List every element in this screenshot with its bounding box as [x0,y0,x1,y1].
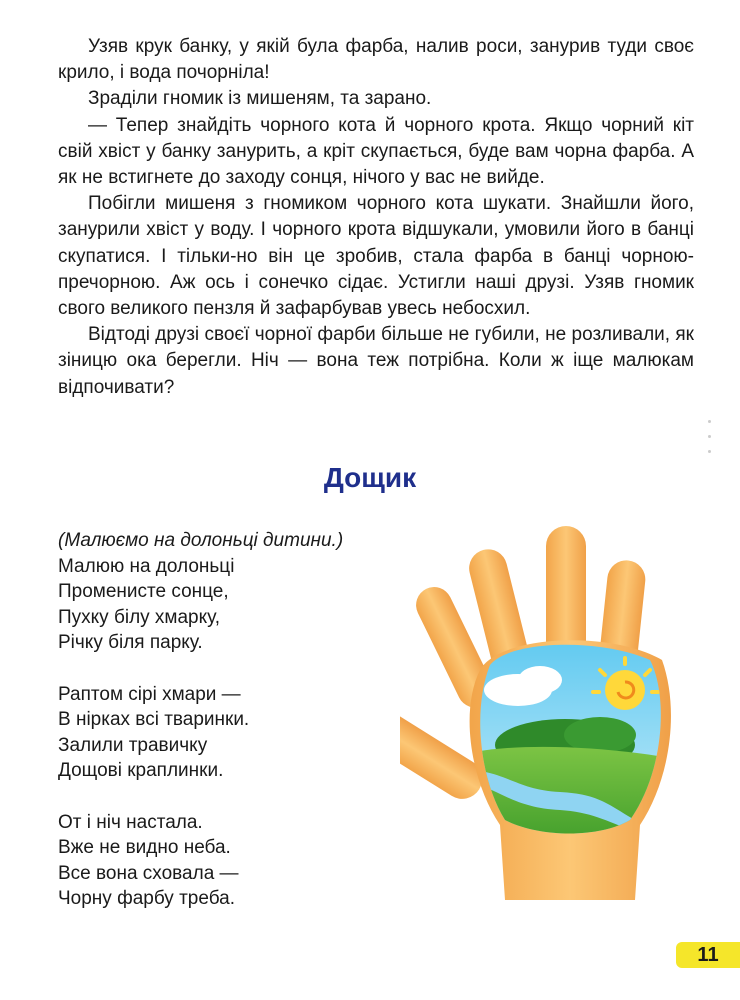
poem-line: Дощові краплинки. [58,760,224,782]
poem-line: Малюю на долоньці [58,555,235,577]
poem-title: Дощик [323,462,417,493]
paragraph: Відтоді друзі своєї чорної фарби більше не губили, не розливали, як зіницю ока берегли. Ніч — вона теж потрібна. Коли ж іще малюкам відпочивати? [58,324,694,398]
poem-subtitle: (Малюємо на долоньці дитини.) [58,530,344,551]
paragraph: Узяв крук банку, у якій була фарба, налив роси, занурив туди своє крило, і вода почорніла! [58,36,694,84]
painted-hand-illustration [400,520,690,900]
paragraph: Зраділи гномик із мишеням, та зарано. [88,88,432,110]
poem-line: В нірках всі тваринки. [58,709,250,731]
poem-line: Чорну фарбу треба. [58,888,235,910]
poem-line: От і ніч настала. [58,811,203,833]
poem-line: Все вона сховала — [58,862,239,884]
poem-line: Залили травичку [58,734,208,756]
poem-line: Раптом сірі хмари — [58,683,241,705]
story-text [58,34,694,401]
poem [58,528,418,912]
paragraph: — Тепер знайдіть чорного кота й чорного крота. Якщо чорний кіт свій хвіст у банку занурить, а кріт скупається, буде вам чорна фарба. А як не встигнете до заходу сонця, нічого у вас не вийде. [58,114,694,189]
poem-line: Променисте сонце, [58,581,229,603]
paragraph: Побігли мишеня з гномиком чорного кота шукати. Знайшли його, занурили хвіст у воду. І чорного крота відшукали, умовили його в банці скупатися. І тільки-но він це зробив, стала фарба в банці чорною-пречорною. Аж ось і сонечко сідає. Устигли наші друзі. Узяв гномик свого великого пензля й зафарбував увесь небосхил. [58,193,694,320]
poem-line: Річку біля парку. [58,632,203,654]
poem-line: Пухку білу хмарку, [58,606,221,628]
page-number: 11 [676,942,740,968]
poem-line: Вже не видно неба. [58,837,231,859]
